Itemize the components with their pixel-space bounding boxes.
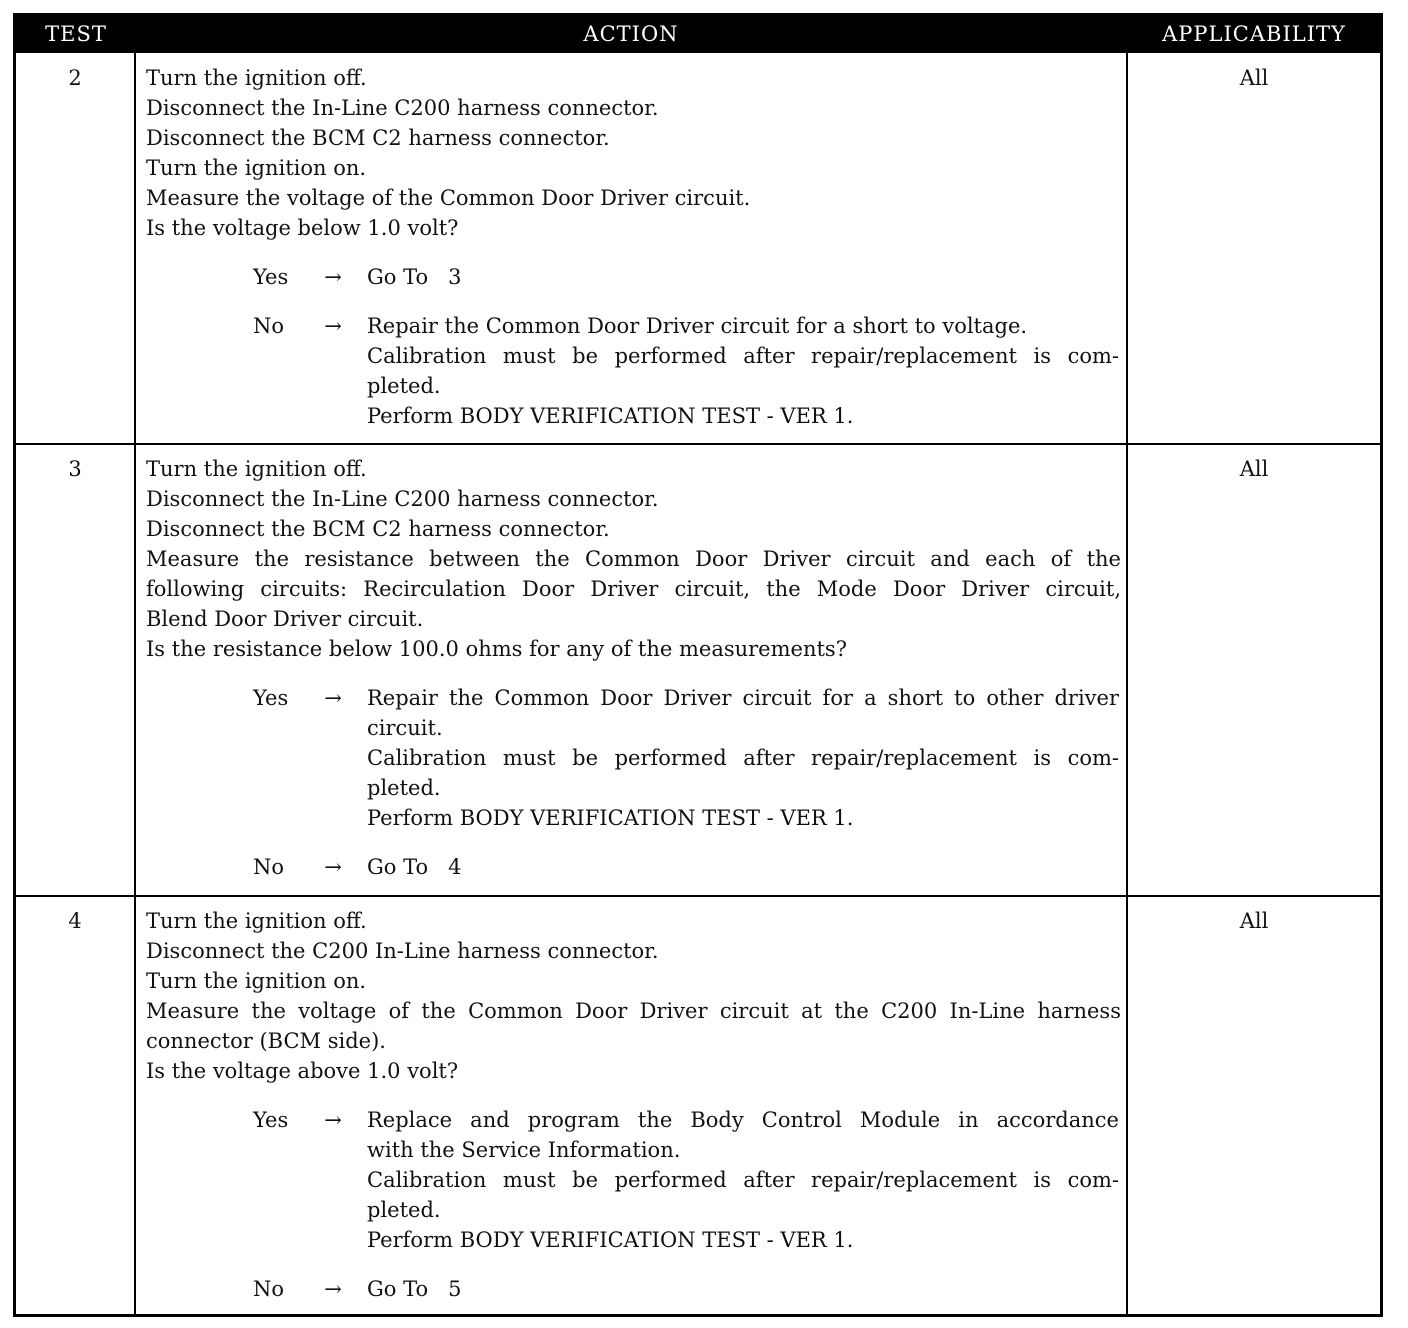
arrow-right-icon: → (324, 1277, 342, 1301)
result-line: Replace and program the Body Control Module in accordance (367, 1108, 1119, 1132)
arrow-right-icon: → (324, 314, 342, 338)
diagnostic-table (13, 13, 1383, 1317)
action-cell (146, 454, 1121, 882)
result-line: Repair the Common Door Driver circuit for a short to other driver (367, 686, 1119, 710)
result-line: pleted. (367, 374, 441, 398)
row-divider (16, 895, 1380, 897)
no-label: No (253, 855, 285, 879)
action-step: Is the resistance below 100.0 ohms for any of the measurements? (146, 637, 847, 661)
arrow-right-icon: → (324, 265, 342, 289)
goto-test-number: 3 (448, 265, 462, 289)
yes-label: Yes (253, 265, 289, 289)
header-applicability: APPLICABILITY (1162, 22, 1346, 46)
result-line: Calibration must be performed after repair/replacement is com- (367, 344, 1119, 368)
arrow-right-icon: → (324, 1108, 342, 1132)
test-number: 4 (68, 909, 82, 933)
goto-text: Go To (367, 265, 429, 289)
action-step: Disconnect the C200 In-Line harness connector. (146, 939, 659, 963)
action-step: Measure the voltage of the Common Door Driver circuit. (146, 186, 751, 210)
result-line: Perform BODY VERIFICATION TEST - VER 1. (367, 404, 854, 428)
action-step: Turn the ignition on. (146, 156, 367, 180)
action-step: Is the voltage below 1.0 volt? (146, 216, 459, 240)
table-header (16, 16, 1380, 53)
yes-branch (146, 1105, 1121, 1255)
action-step: Blend Door Driver circuit. (146, 607, 424, 631)
header-test: TEST (45, 22, 107, 46)
action-step: Measure the resistance between the Common Door Driver circuit and each of the (146, 547, 1121, 571)
no-branch (146, 852, 1121, 882)
yes-label: Yes (253, 1108, 289, 1132)
result-line: Calibration must be performed after repair/replacement is com- (367, 1168, 1119, 1192)
action-step: Turn the ignition off. (146, 66, 367, 90)
action-step: Is the voltage above 1.0 volt? (146, 1059, 459, 1083)
yes-branch (146, 683, 1121, 833)
no-label: No (253, 314, 285, 338)
action-step: Disconnect the BCM C2 harness connector. (146, 517, 610, 541)
goto-text: Go To (367, 855, 429, 879)
result-line: pleted. (367, 776, 441, 800)
applicability-value: All (1239, 457, 1269, 481)
result-line: with the Service Information. (367, 1138, 681, 1162)
goto-test-number: 5 (448, 1277, 462, 1301)
no-branch (146, 311, 1121, 431)
action-step: Disconnect the BCM C2 harness connector. (146, 126, 610, 150)
row-divider (16, 443, 1380, 445)
action-step: Turn the ignition on. (146, 969, 367, 993)
action-step: Disconnect the In-Line C200 harness connector. (146, 96, 659, 120)
result-line: Calibration must be performed after repair/replacement is com- (367, 746, 1119, 770)
applicability-value: All (1239, 66, 1269, 90)
arrow-right-icon: → (324, 855, 342, 879)
test-number: 2 (68, 66, 82, 90)
result-line: Perform BODY VERIFICATION TEST - VER 1. (367, 806, 854, 830)
header-action: ACTION (583, 22, 679, 46)
goto-text: Go To (367, 1277, 429, 1301)
no-label: No (253, 1277, 285, 1301)
action-cell (146, 906, 1121, 1304)
result-line: Repair the Common Door Driver circuit for a short to voltage. (367, 314, 1028, 338)
action-step: following circuits: Recirculation Door Driver circuit, the Mode Door Driver circuit, (146, 577, 1121, 601)
no-branch (146, 1274, 1121, 1304)
action-step: connector (BCM side). (146, 1029, 386, 1053)
arrow-right-icon: → (324, 686, 342, 710)
test-number: 3 (68, 457, 82, 481)
result-line: circuit. (367, 716, 443, 740)
action-step: Turn the ignition off. (146, 457, 367, 481)
column-divider-test (134, 16, 136, 1314)
action-step: Turn the ignition off. (146, 909, 367, 933)
action-cell (146, 63, 1121, 431)
goto-test-number: 4 (448, 855, 462, 879)
column-divider-applicability (1126, 16, 1128, 1314)
yes-branch (146, 262, 1121, 292)
action-step: Disconnect the In-Line C200 harness connector. (146, 487, 659, 511)
applicability-value: All (1239, 909, 1269, 933)
result-line: pleted. (367, 1198, 441, 1222)
yes-label: Yes (253, 686, 289, 710)
action-step: Measure the voltage of the Common Door Driver circuit at the C200 In-Line harness (146, 999, 1121, 1023)
result-line: Perform BODY VERIFICATION TEST - VER 1. (367, 1228, 854, 1252)
